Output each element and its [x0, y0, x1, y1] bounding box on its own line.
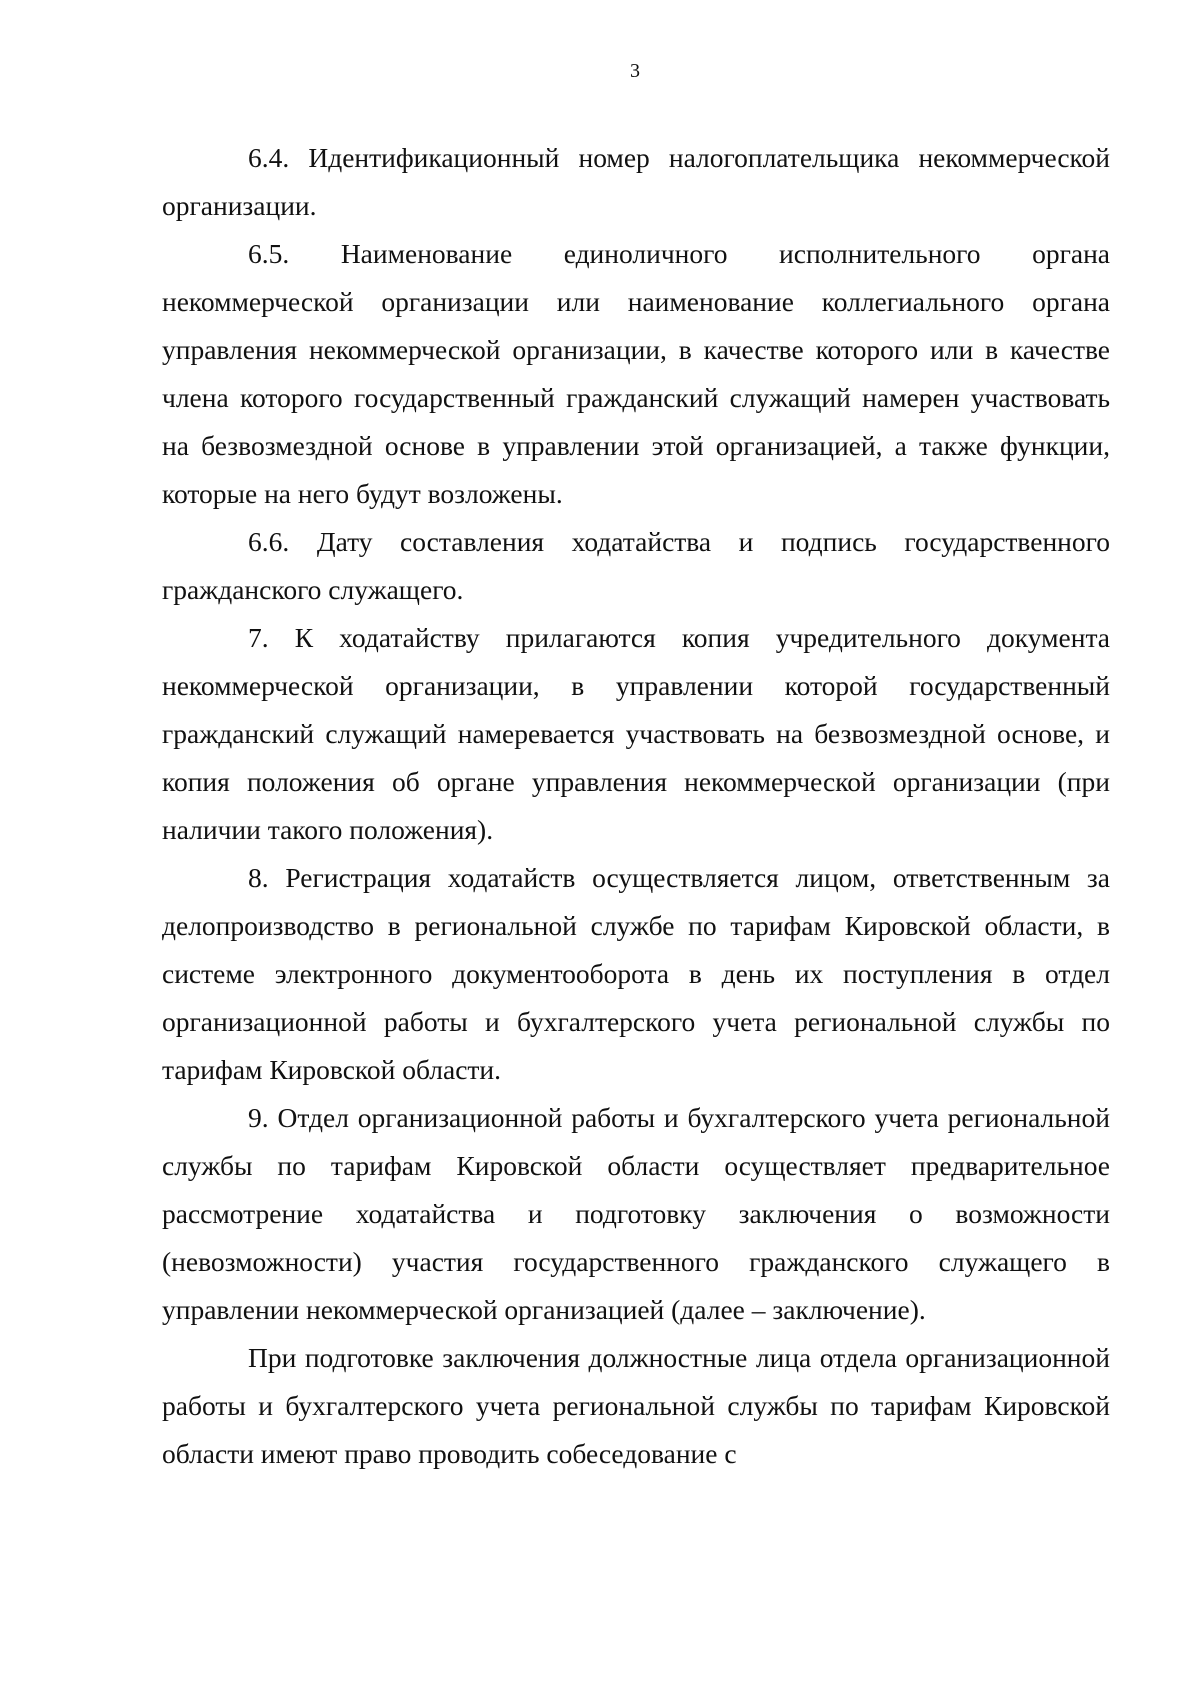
paragraph-6-6: 6.6. Дату составления ходатайства и подпись государственного гражданского служащего.	[162, 526, 1110, 605]
paragraph-7: 7. К ходатайству прилагаются копия учредительного документа некоммерческой организации, в управлении которой государственный гражданский служащий намеревается участвовать на безвозмездной основе, и копия положения об органе управления некоммерческой организации (при наличии такого положения).	[162, 622, 1110, 845]
paragraph-6-5: 6.5. Наименование единоличного исполнительного органа некоммерческой организации или наименование коллегиального органа управления некоммерческой организации, в качестве которого или в качестве члена которого государственный гражданский служащий намерен участвовать на безвозмездной основе в управлении этой организацией, а также функции, которые на него будут возложены.	[162, 238, 1110, 509]
paragraph-8: 8. Регистрация ходатайств осуществляется лицом, ответственным за делопроизводство в региональной службе по тарифам Кировской области, в системе электронного документооборота в день их поступления в отдел организационной работы и бухгалтерского учета региональной службы по тарифам Кировской области.	[162, 862, 1110, 1085]
paragraph-6-4: 6.4. Идентификационный номер налогоплательщика некоммерческой организации.	[162, 142, 1110, 221]
paragraph-9: 9. Отдел организационной работы и бухгалтерского учета региональной службы по тарифам Кировской области осуществляет предварительное рассмотрение ходатайства и подготовку заключения о возможности (невозможности) участия государственного гражданского служащего в управлении некоммерческой организацией (далее – заключение).	[162, 1102, 1110, 1325]
document-body	[162, 134, 1110, 1478]
page-number: 3	[630, 60, 640, 82]
paragraph-9-continued: При подготовке заключения должностные лица отдела организационной работы и бухгалтерского учета региональной службы по тарифам Кировской области имеют право проводить собеседование с	[162, 1342, 1110, 1469]
